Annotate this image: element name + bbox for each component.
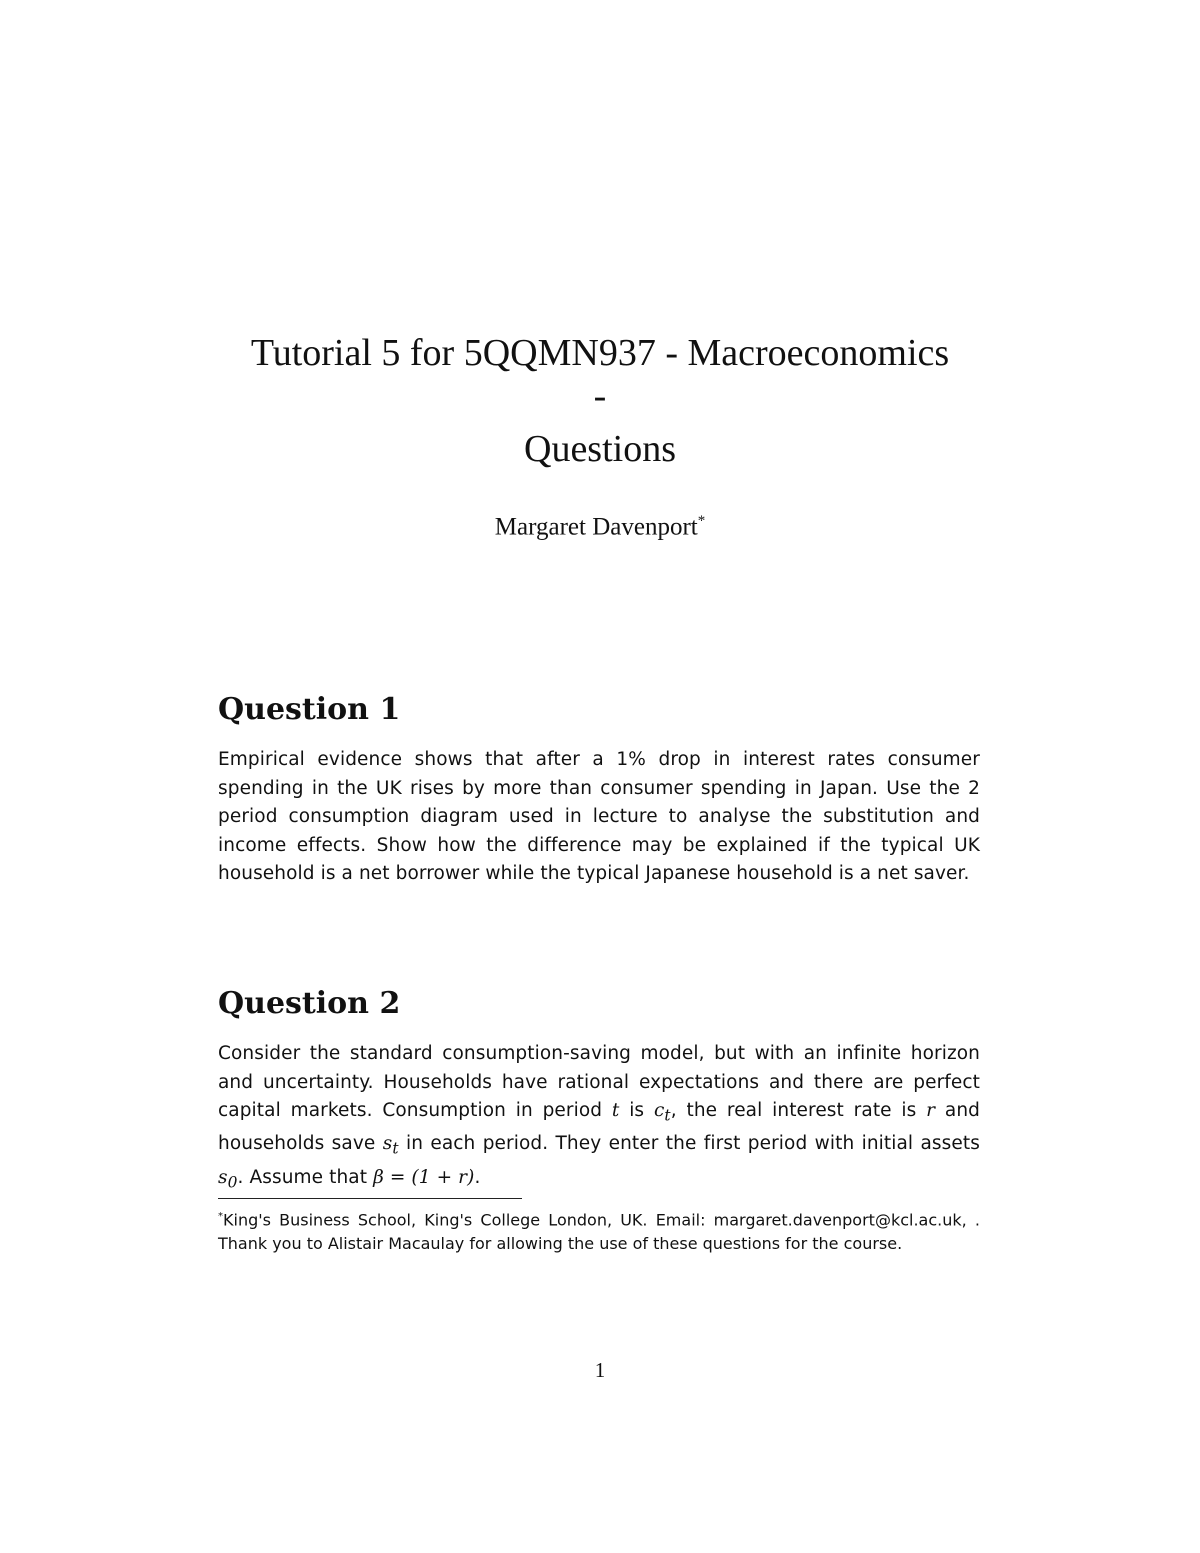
q2-math-st-sub: t — [392, 1140, 399, 1159]
q2-math-r: r — [926, 1100, 936, 1122]
page-number: 1 — [594, 1358, 606, 1382]
q2-math-ct-sub: t — [664, 1106, 671, 1125]
title-block — [0, 330, 1200, 542]
q2-math-beta-equation: β = (1 + r) — [373, 1166, 475, 1188]
document-subtitle: Questions — [524, 428, 676, 470]
q2-text-5: in each period. They enter the first period with initial assets — [398, 1133, 980, 1155]
q2-text-3: , the real interest rate is — [670, 1100, 927, 1122]
question-1-section — [218, 692, 980, 889]
q2-text-1: Consider the standard consumption-saving model, but with an infinite horizon and uncertainty. Households have rational expectations and there are perfect capital markets. Consumption in period — [218, 1043, 980, 1122]
footnote-mark: * — [218, 1211, 223, 1222]
author-text: Margaret Davenport — [494, 513, 698, 541]
question-1-heading: Question 1 — [218, 692, 401, 727]
footnote-text: King's Business School, King's College London, UK. Email: margaret.davenport@kcl.ac.uk, . Thank you to Alistair Macaulay for allowing the use of these questions for the course. — [218, 1210, 980, 1253]
question-1-body: Empirical evidence shows that after a 1% drop in interest rates consumer spending in the UK rises by more than consumer spending in Japan. Use the 2 period consumption diagram used in lecture to analyse the substitution and income effects. Show how the difference may be explained if the typical UK household is a net borrower while the typical Japanese household is a net saver. — [218, 749, 980, 885]
q2-math-s0-base: s — [218, 1166, 228, 1188]
q2-math-s0-sub: 0 — [227, 1173, 238, 1192]
q2-math-s0 — [218, 1166, 238, 1192]
q2-math-c: c — [653, 1100, 665, 1122]
footnote — [218, 1205, 980, 1255]
q2-math-st — [382, 1133, 399, 1159]
title-separator: - — [593, 375, 607, 417]
author-footnote-mark: * — [697, 513, 706, 529]
q2-math-ct — [653, 1100, 671, 1125]
footnote-divider — [218, 1198, 522, 1199]
q2-math-t: t — [611, 1100, 620, 1122]
question-2-body — [218, 1040, 980, 1197]
q2-text-4: and households save — [218, 1100, 980, 1155]
q2-math-s: s — [382, 1133, 393, 1155]
question-2-section — [218, 986, 980, 1197]
q2-text-2: is — [619, 1100, 654, 1122]
question-2-heading: Question 2 — [218, 986, 401, 1021]
author-name — [0, 506, 1200, 542]
document-title: Tutorial 5 for 5QQMN937 - Macroeconomics — [250, 332, 950, 374]
q2-text-6: . Assume that — [237, 1166, 374, 1188]
q2-text-7: . — [474, 1166, 481, 1188]
